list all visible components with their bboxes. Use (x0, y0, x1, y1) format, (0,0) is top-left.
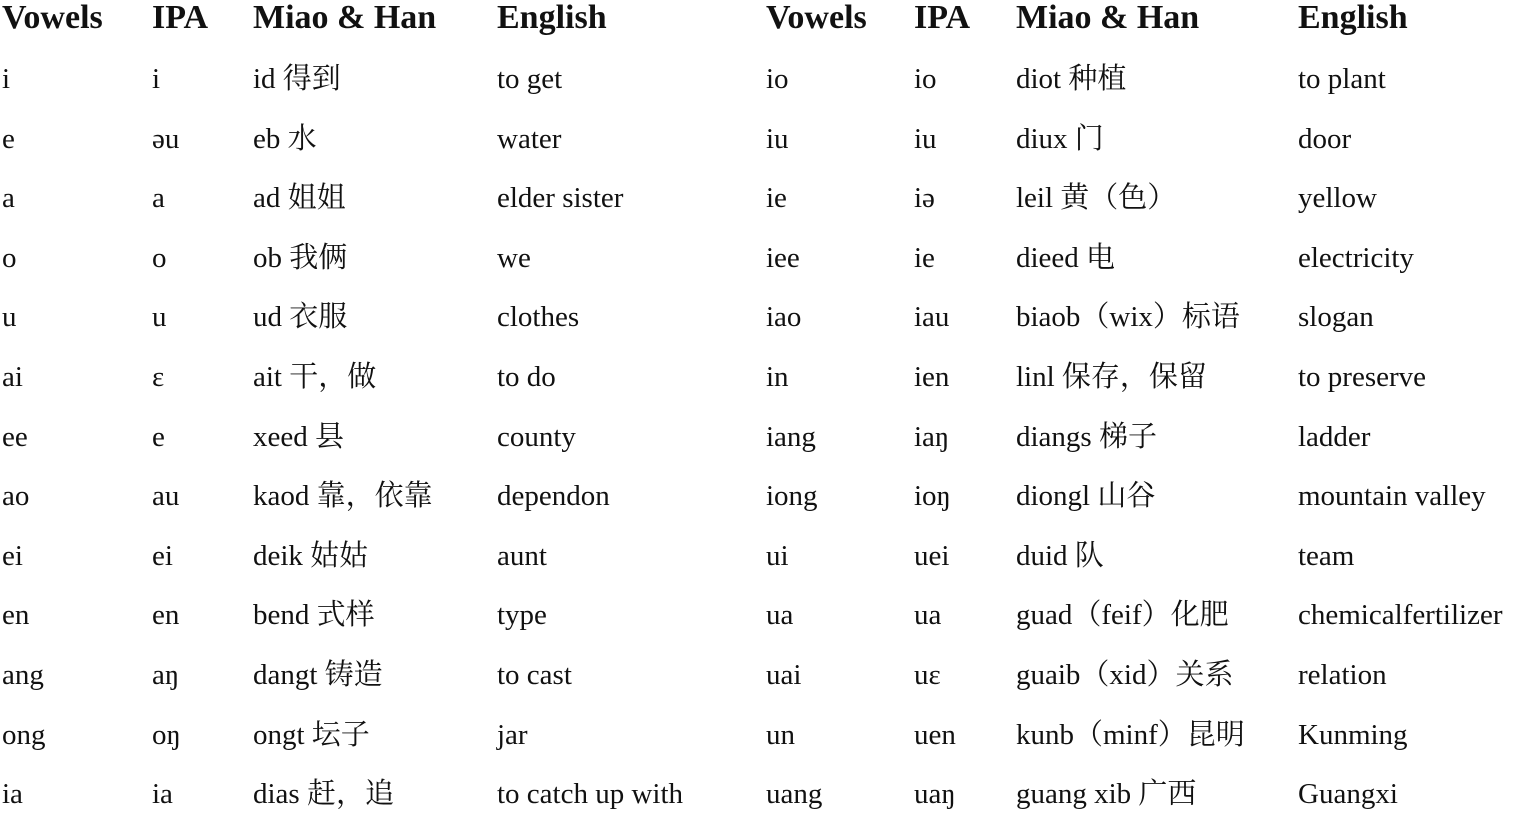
cell-vowel-right: iang (766, 421, 816, 453)
cell-english-right: relation (1298, 659, 1387, 691)
cell-miao-han-right: biaob（wix）标语 (1016, 301, 1240, 333)
table-row (0, 299, 1520, 359)
cell-miao-han-right: diux 门 (1016, 123, 1104, 155)
cell-ipa-left: i (152, 63, 161, 95)
cell-vowel-right: iao (766, 301, 802, 333)
table-row (0, 538, 1520, 598)
cell-vowel-left: ai (2, 361, 23, 393)
cell-ipa-left: aŋ (152, 659, 180, 691)
cell-vowel-right: ie (766, 182, 787, 214)
header-ipa-right: IPA (914, 0, 971, 36)
cell-english-left: water (497, 123, 562, 155)
header-miao-han-left: Miao & Han (253, 0, 437, 36)
cell-vowel-left: ao (2, 480, 30, 512)
cell-vowel-left: a (2, 182, 15, 214)
cell-ipa-right: uaŋ (914, 778, 956, 810)
table-row (0, 121, 1520, 181)
cell-miao-han-right: linl 保存，保留 (1016, 361, 1207, 393)
table-row (0, 419, 1520, 479)
cell-miao-han-left: dias 赶，追 (253, 778, 394, 810)
cell-miao-han-right: guaib（xid）关系 (1016, 659, 1234, 691)
cell-ipa-right: uen (914, 719, 956, 751)
cell-english-left: county (497, 421, 576, 453)
table-header (0, 0, 1520, 60)
cell-english-left: jar (497, 719, 528, 751)
cell-miao-han-right: diangs 梯子 (1016, 421, 1157, 453)
cell-vowel-right: iee (766, 242, 800, 274)
cell-miao-han-left: eb 水 (253, 123, 317, 155)
cell-miao-han-right: dieed 电 (1016, 242, 1116, 274)
header-vowels-left: Vowels (2, 0, 103, 36)
cell-ipa-right: uei (914, 540, 950, 572)
cell-miao-han-left: ad 姐姐 (253, 182, 346, 214)
header-ipa-left: IPA (152, 0, 209, 36)
cell-ipa-left: u (152, 301, 167, 333)
cell-vowel-left: u (2, 301, 17, 333)
cell-ipa-left: au (152, 480, 180, 512)
cell-ipa-left: ia (152, 778, 173, 810)
cell-vowel-left: en (2, 599, 30, 631)
cell-ipa-left: ei (152, 540, 173, 572)
cell-ipa-left: əu (152, 123, 180, 155)
cell-english-left: to catch up with (497, 778, 684, 810)
cell-english-left: elder sister (497, 182, 624, 214)
cell-english-right: yellow (1298, 182, 1377, 214)
cell-vowel-right: iong (766, 480, 818, 512)
cell-english-left: type (497, 599, 547, 631)
cell-english-right: to plant (1298, 63, 1386, 95)
cell-english-right: slogan (1298, 301, 1374, 333)
cell-english-right: to preserve (1298, 361, 1427, 393)
cell-english-right: Kunming (1298, 719, 1408, 751)
cell-vowel-right: uang (766, 778, 823, 810)
cell-miao-han-left: dangt 铸造 (253, 659, 383, 691)
cell-ipa-right: iau (914, 301, 950, 333)
cell-english-left: aunt (497, 540, 547, 572)
table-row (0, 359, 1520, 419)
cell-ipa-left: en (152, 599, 180, 631)
cell-miao-han-left: ob 我俩 (253, 242, 348, 274)
cell-miao-han-left: xeed 县 (253, 421, 344, 453)
cell-vowel-right: iu (766, 123, 789, 155)
cell-ipa-right: ioŋ (914, 480, 951, 512)
cell-vowel-right: un (766, 719, 795, 751)
cell-ipa-right: ien (914, 361, 950, 393)
cell-vowel-right: uai (766, 659, 802, 691)
cell-miao-han-left: bend 式样 (253, 599, 375, 631)
cell-vowel-right: in (766, 361, 789, 393)
cell-miao-han-right: diot 种植 (1016, 63, 1127, 95)
cell-vowel-left: i (2, 63, 11, 95)
cell-ipa-left: o (152, 242, 167, 274)
cell-english-right: electricity (1298, 242, 1414, 274)
table-row (0, 240, 1520, 300)
cell-english-right: mountain valley (1298, 480, 1486, 512)
table-row (0, 776, 1520, 836)
table-row (0, 478, 1520, 538)
cell-vowel-right: ua (766, 599, 794, 631)
header-english-left: English (497, 0, 607, 36)
cell-vowel-left: ang (2, 659, 44, 691)
cell-english-right: team (1298, 540, 1355, 572)
cell-miao-han-right: diongl 山谷 (1016, 480, 1156, 512)
cell-ipa-right: ie (914, 242, 935, 274)
cell-english-left: we (497, 242, 531, 274)
cell-vowel-left: ei (2, 540, 23, 572)
cell-miao-han-right: kunb（minf）昆明 (1016, 719, 1245, 751)
cell-miao-han-left: ud 衣服 (253, 301, 348, 333)
cell-ipa-left: ɛ (152, 361, 165, 393)
header-miao-han-right: Miao & Han (1016, 0, 1200, 36)
cell-ipa-right: iu (914, 123, 937, 155)
cell-vowel-right: ui (766, 540, 789, 572)
cell-english-right: door (1298, 123, 1352, 155)
cell-ipa-left: oŋ (152, 719, 181, 751)
cell-miao-han-right: guad（feif）化肥 (1016, 599, 1229, 631)
cell-miao-han-right: duid 队 (1016, 540, 1104, 572)
cell-vowel-left: ong (2, 719, 46, 751)
table-row (0, 180, 1520, 240)
cell-english-right: ladder (1298, 421, 1371, 453)
cell-miao-han-right: guang xib 广西 (1016, 778, 1197, 810)
cell-vowel-left: ee (2, 421, 28, 453)
cell-english-left: to get (497, 63, 563, 95)
cell-miao-han-left: deik 姑姑 (253, 540, 369, 572)
header-vowels-right: Vowels (766, 0, 867, 36)
cell-miao-han-left: ait 干，做 (253, 361, 377, 393)
cell-ipa-right: iə (914, 182, 935, 214)
table-row (0, 61, 1520, 121)
cell-miao-han-right: leil 黄（色） (1016, 182, 1177, 214)
cell-ipa-left: a (152, 182, 165, 214)
table-row (0, 597, 1520, 657)
cell-ipa-right: uɛ (914, 659, 941, 691)
table-row (0, 717, 1520, 777)
cell-vowel-left: e (2, 123, 15, 155)
cell-english-right: Guangxi (1298, 778, 1398, 810)
cell-vowel-left: o (2, 242, 17, 274)
cell-english-left: clothes (497, 301, 580, 333)
cell-english-right: chemicalfertilizer (1298, 599, 1503, 631)
table-row (0, 657, 1520, 717)
cell-english-left: dependon (497, 480, 610, 512)
header-english-right: English (1298, 0, 1408, 36)
cell-vowel-right: io (766, 63, 789, 95)
cell-ipa-left: e (152, 421, 165, 453)
cell-miao-han-left: id 得到 (253, 63, 341, 95)
cell-miao-han-left: kaod 靠，依靠 (253, 480, 433, 512)
cell-english-left: to cast (497, 659, 572, 691)
cell-ipa-right: iaŋ (914, 421, 950, 453)
cell-ipa-right: ua (914, 599, 942, 631)
cell-miao-han-left: ongt 坛子 (253, 719, 370, 751)
cell-vowel-left: ia (2, 778, 23, 810)
cell-ipa-right: io (914, 63, 937, 95)
cell-english-left: to do (497, 361, 556, 393)
